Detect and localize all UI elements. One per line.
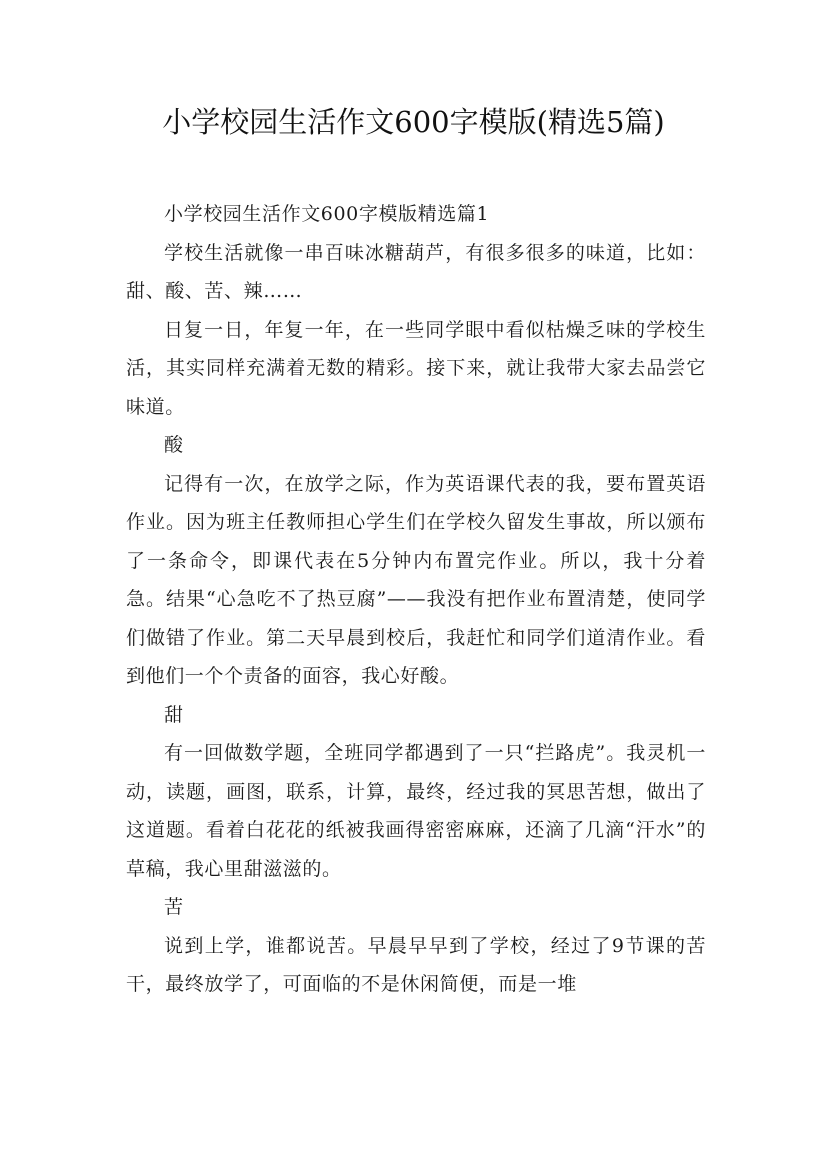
paragraph-sweet: 有一回做数学题，全班同学都遇到了一只“拦路虎”。我灵机一动，读题，画图，联系，计算，最终，经过我的冥思苦想，做出了这道题。看着白花花的纸被我画得密密麻麻，还滴了几滴“汗水”的草稿，我心里甜滋滋的。 bbox=[126, 742, 706, 880]
paragraph-intro: 学校生活就像一串百味冰糖葫芦，有很多很多的味道，比如：甜、酸、苦、辣…… bbox=[126, 241, 706, 302]
paragraph-sour: 记得有一次，在放学之际，作为英语课代表的我，要布置英语作业。因为班主任教师担心学生们在学校久留发生事故，所以颁布了一条命令，即课代表在5分钟内布置完作业。所以，我十分着急。结果“心急吃不了热豆腐”——我没有把作业布置清楚，使同学们做错了作业。第二天早晨到校后，我赶忙和同学们道清作业。看到他们一个个责备的面容，我心好酸。 bbox=[126, 472, 706, 687]
subheading-bitter: 苦 bbox=[164, 896, 184, 918]
section-heading: 小学校园生活作文600字模版精选篇1 bbox=[164, 203, 490, 225]
subheading-sour: 酸 bbox=[164, 434, 184, 456]
paragraph-lead: 日复一日，年复一年，在一些同学眼中看似枯燥乏味的学校生活，其实同样充满着无数的精彩。接下来，就让我带大家去品尝它味道。 bbox=[126, 318, 706, 418]
document-title: 小学校园生活作文600字模版(精选5篇) bbox=[162, 105, 665, 139]
paragraph-bitter: 说到上学，谁都说苦。早晨早早到了学校，经过了9节课的苦干，最终放学了，可面临的不是休闲简便，而是一堆 bbox=[126, 934, 706, 995]
document-body bbox=[126, 195, 706, 1004]
subheading-sweet: 甜 bbox=[164, 703, 184, 726]
